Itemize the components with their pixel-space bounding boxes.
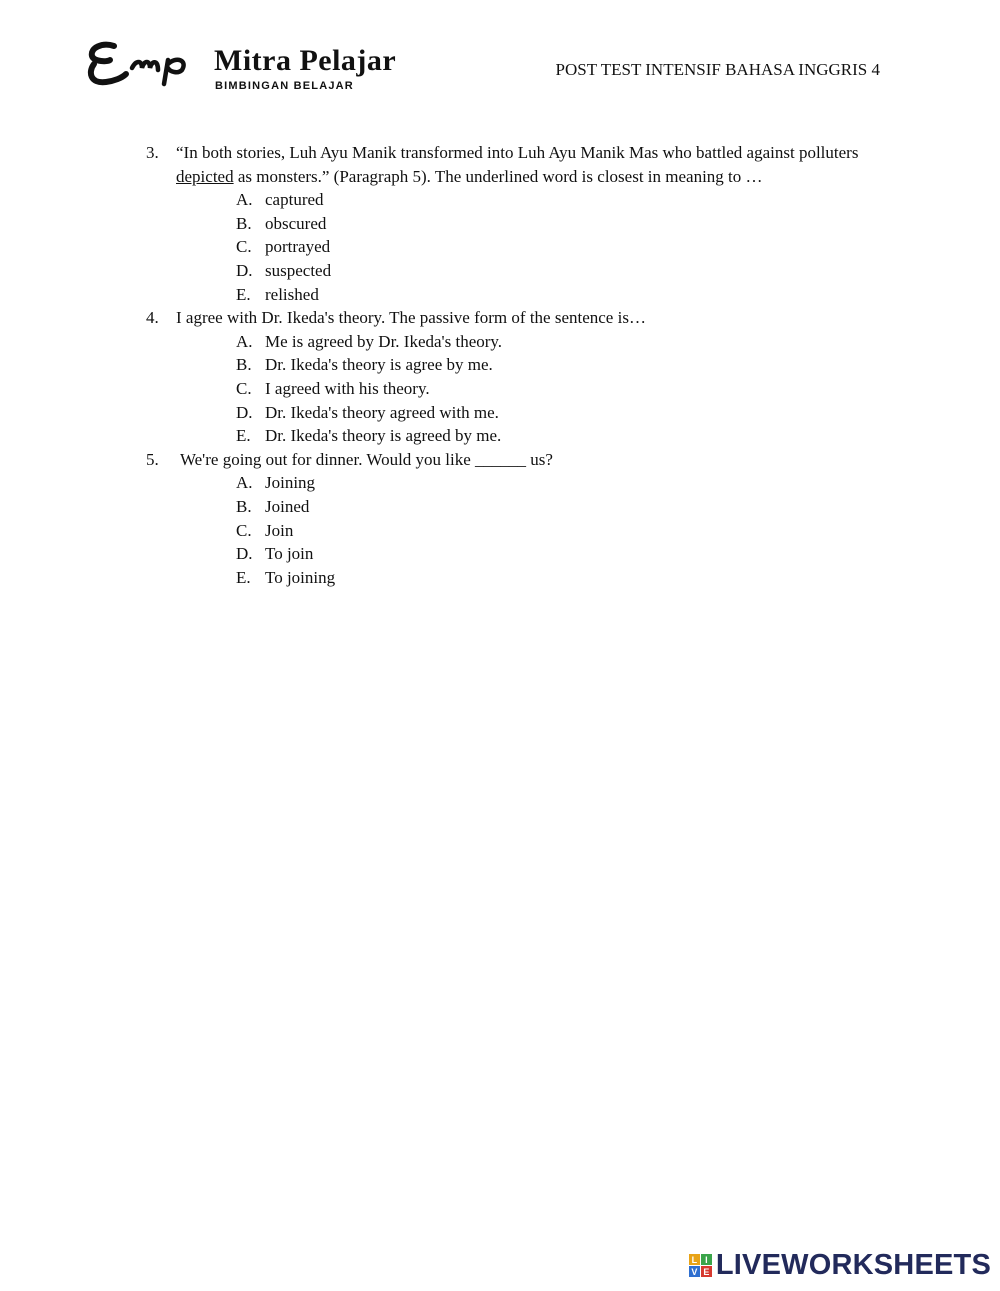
question-5 [146, 448, 876, 590]
question-text: We're going out for dinner. Would you like ______ us? [176, 449, 553, 469]
question-4 [146, 306, 876, 448]
option: B. Dr. Ikeda's theory is agree by me. [236, 355, 493, 375]
underlined-word: depicted [176, 166, 234, 186]
option: D. To join [236, 544, 314, 564]
option: A. Me is agreed by Dr. Ikeda's theory. [236, 331, 503, 351]
option: B. obscured [236, 213, 327, 233]
options-list [176, 188, 876, 306]
option: C. Join [236, 520, 294, 540]
question-text: I agree with Dr. Ikeda's theory. The passive form of the sentence is… [176, 308, 646, 328]
brand-letter-v: V [689, 1266, 700, 1277]
option: E. To joining [236, 567, 336, 587]
option: E. relished [236, 284, 319, 304]
emp-logo-mark [84, 38, 212, 88]
question-number: 3. [146, 143, 159, 162]
brand-letter-i: I [701, 1254, 712, 1265]
option: B. Joined [236, 496, 310, 516]
brand-letter-l: L [689, 1254, 700, 1265]
question-text: “In both stories, Luh Ayu Manik transformed into Luh Ayu Manik Mas who battled against polluters depicted as monsters.” (Paragraph 5). The underlined word is closest in meaning to … [176, 143, 859, 186]
question-list [146, 141, 876, 589]
option: E. Dr. Ikeda's theory is agreed by me. [236, 426, 502, 446]
liveworksheets-brand [689, 1249, 991, 1282]
logo [84, 38, 404, 98]
question-number: 5. [146, 449, 159, 469]
option: C. portrayed [236, 237, 331, 257]
brand-letter-e: E [701, 1266, 712, 1277]
page-title: POST TEST INTENSIF BAHASA INGGRIS 4 [555, 60, 880, 79]
liveworksheets-icon [689, 1254, 712, 1277]
option: D. suspected [236, 260, 332, 280]
question-number: 4. [146, 308, 159, 328]
liveworksheets-wordmark: LIVEWORKSHEETS [715, 1249, 991, 1281]
options-list [176, 471, 876, 589]
logo-name: Mitra Pelajar [214, 44, 397, 77]
option: D. Dr. Ikeda's theory agreed with me. [236, 402, 499, 422]
option: A. captured [236, 190, 324, 210]
logo-subtitle: BIMBINGAN BELAJAR [215, 80, 354, 92]
option: C. I agreed with his theory. [236, 378, 430, 398]
options-list [176, 330, 876, 448]
question-3 [146, 141, 876, 306]
option: A. Joining [236, 473, 316, 493]
